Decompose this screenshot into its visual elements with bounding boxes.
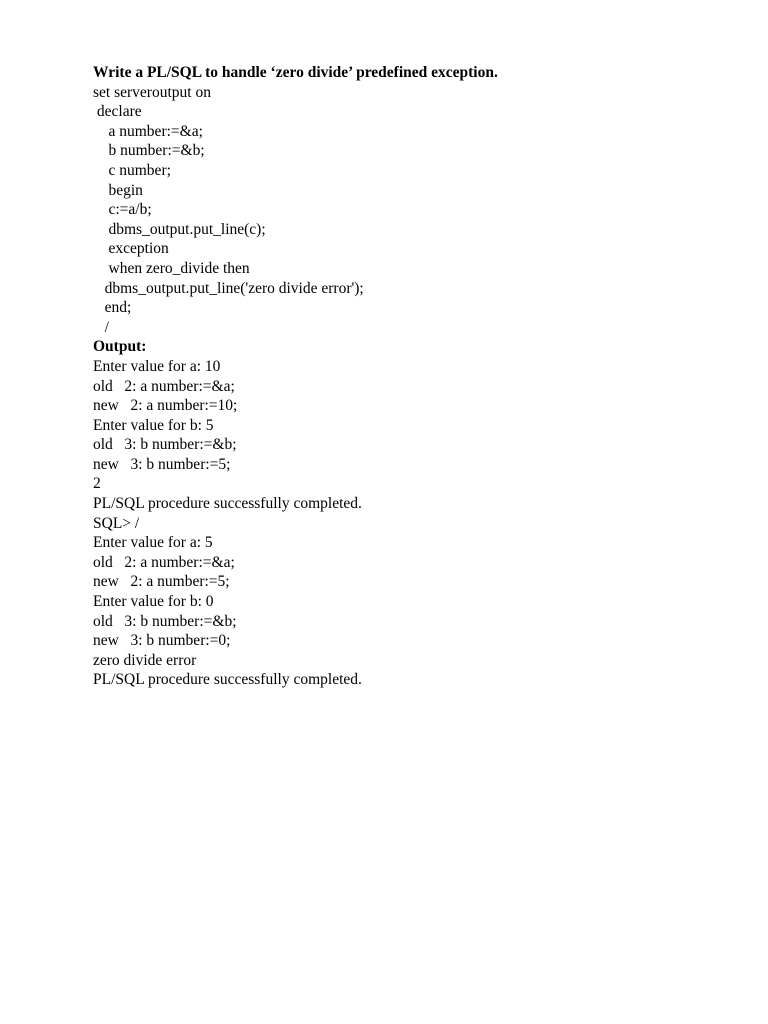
code-block	[93, 83, 733, 338]
output-line: 2	[93, 475, 101, 493]
code-line: /	[93, 318, 109, 336]
output-line: Enter value for a: 10	[93, 357, 221, 375]
code-line: c number;	[93, 161, 171, 179]
code-line: exception	[93, 240, 169, 258]
output-line: new 2: a number:=5;	[93, 573, 230, 591]
output-line: Enter value for b: 5	[93, 416, 214, 434]
code-line: b number:=&b;	[93, 142, 205, 160]
code-line: end;	[93, 299, 132, 317]
code-line: begin	[93, 181, 143, 199]
code-line: dbms_output.put_line('zero divide error');	[93, 279, 364, 297]
output-line: zero divide error	[93, 651, 197, 669]
output-line: SQL> /	[93, 514, 140, 532]
document-title: Write a PL/SQL to handle ‘zero divide’ predefined exception.	[93, 64, 498, 81]
output-line: Enter value for b: 0	[93, 593, 214, 611]
output-line: new 2: a number:=10;	[93, 397, 238, 415]
code-line: declare	[93, 103, 142, 121]
output-heading: Output:	[93, 338, 147, 356]
code-line: set serveroutput on	[93, 83, 211, 101]
output-line: PL/SQL procedure successfully completed.	[93, 495, 362, 513]
output-line: new 3: b number:=5;	[93, 455, 231, 473]
output-line: old 3: b number:=&b;	[93, 436, 237, 454]
document-page	[93, 63, 733, 690]
code-line: c:=a/b;	[93, 201, 152, 219]
output-block	[93, 357, 733, 690]
output-line: old 2: a number:=&a;	[93, 377, 235, 395]
output-line: PL/SQL procedure successfully completed.	[93, 671, 362, 689]
output-line: old 2: a number:=&a;	[93, 553, 235, 571]
output-line: Enter value for a: 5	[93, 534, 213, 552]
code-line: dbms_output.put_line(c);	[93, 220, 266, 238]
output-line: new 3: b number:=0;	[93, 632, 231, 650]
code-line: when zero_divide then	[93, 259, 250, 277]
code-line: a number:=&a;	[93, 122, 203, 140]
output-line: old 3: b number:=&b;	[93, 612, 237, 630]
